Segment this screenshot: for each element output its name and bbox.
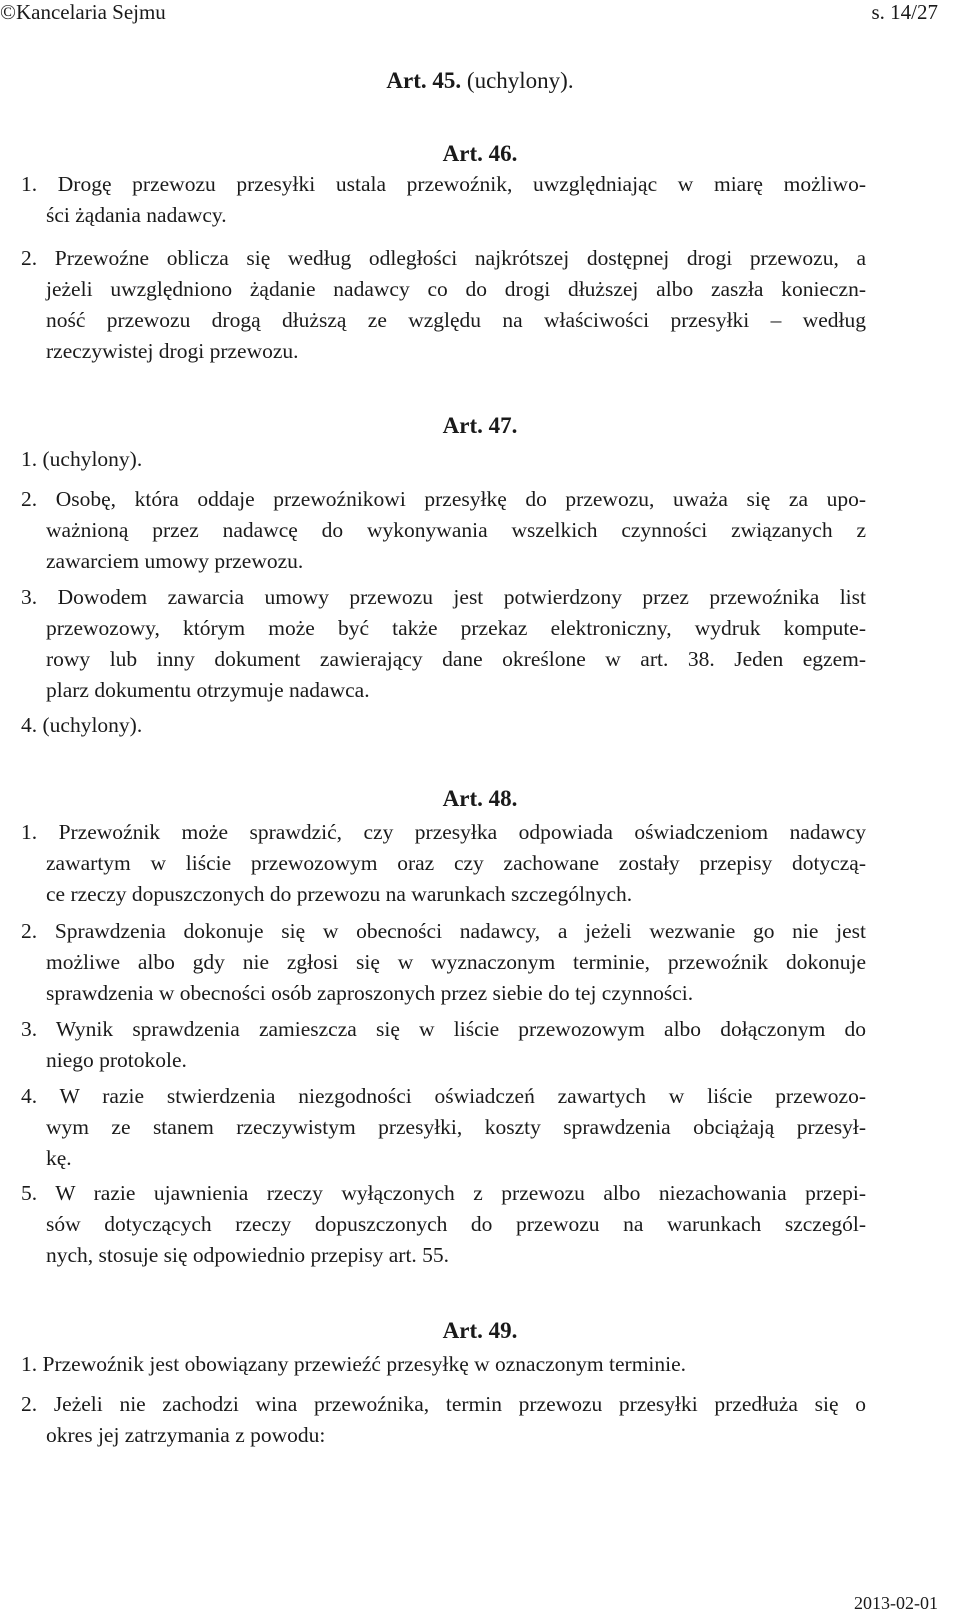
text-line: jeżeli uwzględniono żądanie nadawcy co do drogi dłuższej albo zaszła konieczn-: [46, 277, 866, 301]
art48-paragraph-4: [21, 1081, 866, 1174]
art48-heading: Art. 48.: [442, 786, 518, 811]
text-line: 2. Osobę, która oddaje przewoźnikowi przesyłkę do przewozu, uważa się za upo-: [21, 487, 866, 511]
text-line: 2. Jeżeli nie zachodzi wina przewoźnika, termin przewozu przesyłki przedłuża się o: [21, 1392, 866, 1416]
art48-paragraph-5: [21, 1178, 866, 1271]
text-line: ce rzeczy dopuszczonych do przewozu na warunkach szczególnych.: [46, 882, 633, 906]
text-line: 5. W razie ujawnienia rzeczy wyłączonych z przewozu albo niezachowania przepi-: [21, 1181, 866, 1205]
text-line: 2. Przewoźne oblicza się według odległości najkrótszej dostępnej drogi przewozu, a: [21, 246, 866, 270]
text-line: 2. Sprawdzenia dokonuje się w obecności nadawcy, a jeżeli wezwanie go nie jest: [21, 919, 866, 943]
text-line: rzeczywistej drogi przewozu.: [46, 339, 299, 363]
text-line: 4. (uchylony).: [21, 713, 143, 737]
art45-status: (uchylony).: [461, 68, 574, 93]
text-line: kę.: [46, 1146, 72, 1170]
text-line: możliwe albo gdy nie zgłosi się w wyznaczonym terminie, przewoźnik dokonuje: [46, 950, 866, 974]
art48-paragraph-1: [21, 817, 866, 910]
text-line: 4. W razie stwierdzenia niezgodności oświadczeń zawartych w liście przewozo-: [21, 1084, 866, 1108]
art46-heading: Art. 46.: [442, 141, 518, 166]
art47-paragraph-1: [21, 444, 866, 475]
publisher-label: ©Kancelaria Sejmu: [0, 0, 166, 24]
text-line: wym ze stanem rzeczywistym przesyłki, koszty sprawdzenia obciążają przesył-: [46, 1115, 866, 1139]
text-line: nych, stosuje się odpowiednio przepisy art. 55.: [46, 1243, 450, 1267]
art47-heading: Art. 47.: [442, 413, 518, 438]
text-line: 1. Przewoźnik jest obowiązany przewieźć przesyłkę w oznaczonym terminie.: [21, 1352, 687, 1376]
text-line: zawarciem umowy przewozu.: [46, 549, 304, 573]
art46-paragraph-1: [21, 169, 866, 231]
art47-paragraph-3: [21, 582, 866, 706]
art49-paragraph-1: [21, 1349, 866, 1380]
art48-paragraph-2: [21, 916, 866, 1009]
art47-paragraph-2: [21, 484, 866, 577]
art45-heading: [0, 68, 960, 94]
page-number: s. 14/27: [871, 0, 938, 24]
art47-paragraph-4: [21, 710, 866, 741]
art48-paragraph-3: [21, 1014, 866, 1076]
text-line: sów dotyczących rzeczy dopuszczonych do przewozu na warunkach szczegól-: [46, 1212, 866, 1236]
text-line: rowy lub inny dokument zawierający dane określone w art. 38. Jeden egzem-: [46, 647, 866, 671]
text-line: 3. Wynik sprawdzenia zamieszcza się w liście przewozowym albo dołączonym do: [21, 1017, 866, 1041]
art49-paragraph-2: [21, 1389, 866, 1451]
text-line: ność przewozu drogą dłuższą ze względu na właściwości przesyłki – według: [46, 308, 866, 332]
text-line: plarz dokumentu otrzymuje nadawca.: [46, 678, 370, 702]
art49-heading: Art. 49.: [442, 1318, 518, 1343]
text-line: 1. Przewoźnik może sprawdzić, czy przesyłka odpowiada oświadczeniom nadawcy: [21, 820, 866, 844]
text-line: zawartym w liście przewozowym oraz czy zachowane zostały przepisy dotyczą-: [46, 851, 866, 875]
text-line: niego protokole.: [46, 1048, 187, 1072]
text-line: 1. Drogę przewozu przesyłki ustala przewoźnik, uwzględniając w miarę możliwo-: [21, 172, 866, 196]
document-date: 2013-02-01: [854, 1593, 938, 1613]
text-line: przewozowy, którym może być także przekaz elektroniczny, wydruk kompute-: [46, 616, 866, 640]
text-line: sprawdzenia w obecności osób zaproszonych przez siebie do tej czynności.: [46, 981, 694, 1005]
text-line: 3. Dowodem zawarcia umowy przewozu jest potwierdzony przez przewoźnika list: [21, 585, 866, 609]
text-line: ści żądania nadawcy.: [46, 203, 227, 227]
art46-paragraph-2: [21, 243, 866, 367]
text-line: okres jej zatrzymania z powodu:: [46, 1423, 326, 1447]
text-line: ważnioną przez nadawcę do wykonywania wszelkich czynności związanych z: [46, 518, 866, 542]
art45-number: Art. 45.: [386, 68, 462, 93]
text-line: 1. (uchylony).: [21, 447, 143, 471]
